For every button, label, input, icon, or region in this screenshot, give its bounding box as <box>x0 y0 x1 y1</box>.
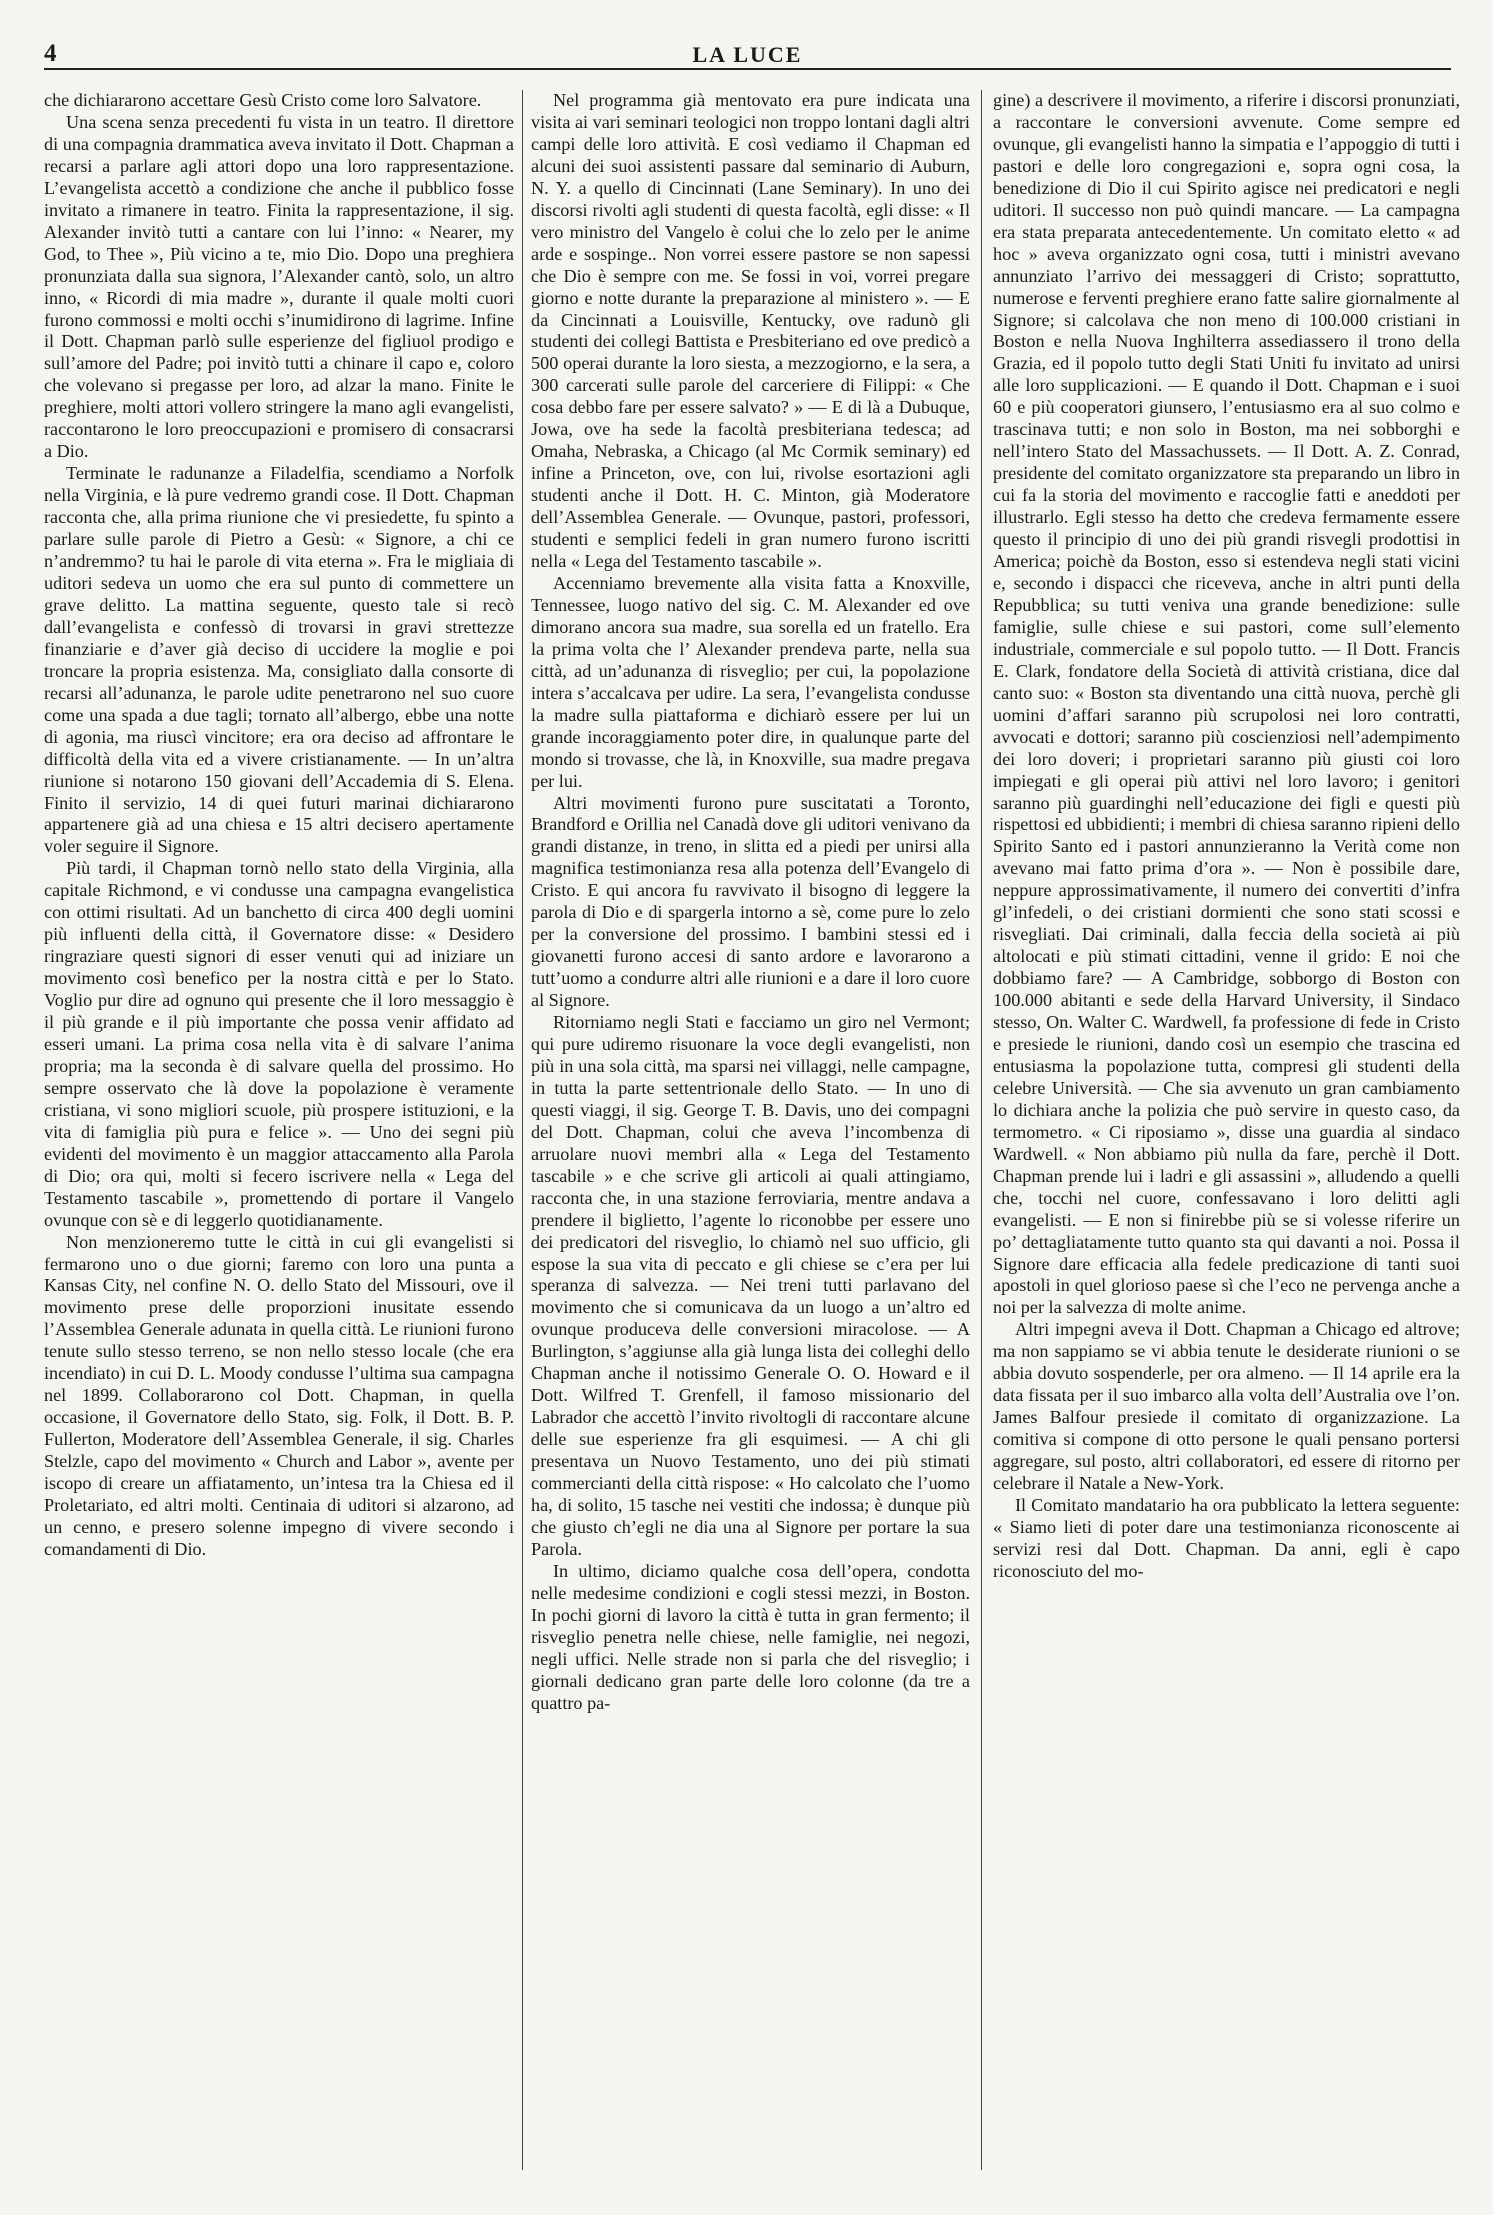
column-1 <box>44 90 514 2180</box>
paragraph: In ultimo, diciamo qualche cosa dell’opera, condotta nelle medesime condizioni e cogli stessi mezzi, in Boston. In pochi giorni di lavoro la città è tutta in gran fermento; il risveglio penetra nelle chiese, nelle famiglie, nei negozi, negli uffici. Nelle strade non si parla che del risveglio; i giornali dedicano gran parte delle loro colonne (da tre a quattro pa- <box>531 1560 970 1713</box>
paragraph: Più tardi, il Chapman tornò nello stato della Virginia, alla capitale Richmond, e vi condusse una campagna evangelistica con ottimi risultati. Ad un banchetto di circa 400 degli uomini più influenti della città, il Governatore disse: « Desidero ringraziare questi signori di esser venuti qui ad iniziare un movimento così benefico per la nostra città e per lo Stato. Voglio pur dire ad ognuno qui presente che il loro messaggio è il più grande e il più importante che possa venir affidato ad esseri umani. La prima cosa nella vita è di salvare l’anima propria; ma la seconda è di salvare quella del prossimo. Ho sempre osservato che là dove la popolazione è veramente cristiana, vi sono migliori scuole, più prospere istituzioni, e la vita di famiglia più pura e felice ». — Uno dei segni più evidenti del movimento è un maggior attaccamento alla Parola di Dio; ora qui, molti si fecero iscrivere nella « Lega del Testamento tascabile », promettendo di portare il Vangelo ovunque con sè e di leggerlo quotidianamente. <box>44 858 514 1230</box>
paragraph: Terminate le radunanze a Filadelfia, scendiamo a Norfolk nella Virginia, e là pure vedremo grandi cose. Il Dott. Chapman racconta che, alla prima riunione che vi presiedette, fu spinto a parlare sulle parole di Pietro a Gesù: « Signore, a chi ce n’andremmo? tu hai le parole di vita eterna ». Fra le migliaia di uditori sedeva un uomo che era sul punto di commettere un grave delitto. La mattina seguente, questo tale si recò dall’evangelista e confessò di trovarsi in gravi strettezze finanziarie e d’aver già deciso di uccidere la moglie e poi troncare la propria esistenza. Ma, consigliato dalla consorte di recarsi all’adunanza, le parole udite penetrarono nel suo cuore come una spada a due tagli; tornato all’albergo, ebbe una notte di agonia, ma riuscì vincitore; era ora deciso ad affrontare le difficoltà della vita ed a vivere cristianamente. — In un’altra riunione si notarono 150 giovani dell’Accademia di S. Elena. Finito il servizio, 14 di quei futuri marinai dichiararono appartenere già ad una chiesa e 15 altri decisero apertamente voler seguire il Signore. <box>44 463 514 857</box>
header-rule <box>44 68 1451 70</box>
column-divider <box>522 90 523 2170</box>
paragraph: Altri movimenti furono pure suscitatati a Toronto, Brandford e Orillia nel Canadà dove gli uditori venivano da grandi distanze, in treno, in slitta ed a piedi per unirsi alla magnifica testimonianza resa alla potenza dell’Evangelo di Cristo. E qui ancora fu ravvivato il bisogno di leggere la parola di Dio e di spargerla intorno a sè, come pure lo zelo per la conversione del prossimo. I bambini stessi ed i giovanetti furono accesi di santo ardore e lavorarono a tutt’uomo a condurre altri alle riunioni e a dare il loro cuore al Signore. <box>531 792 970 1011</box>
paragraph: Altri impegni aveva il Dott. Chapman a Chicago ed altrove; ma non sappiamo se vi abbia tenute le desiderate riunioni o se abbia dovuto sospenderle, per ora almeno. — Il 14 aprile era la data fissata per il suo imbarco alla volta dell’Australia ove l’on. James Balfour presiede il comitato di organizzazione. La comitiva si compone di otto persone le quali pensano portersi aggregare, sul posto, altri collaboratori, ed essere di ritorno per celebrare il Natale a New-York. <box>993 1319 1460 1494</box>
page-title: LA LUCE <box>692 42 803 67</box>
paragraph: che dichiararono accettare Gesù Cristo come loro Salvatore. <box>44 90 482 110</box>
column-2 <box>531 90 970 2180</box>
paragraph: Nel programma già mentovato era pure indicata una visita ai vari seminari teologici non troppo lontani dagli altri campi delle loro attività. E così vediamo il Chapman ed alcuni dei suoi assistenti passare dal seminario di Auburn, N. Y. a quello di Cincinnati (Lane Seminary). In uno dei discorsi rivolti agli studenti di questa facoltà, egli disse: « Il vero ministro del Vangelo è colui che lo zelo per le anime arde e sospinge.. Non vorrei essere pastore se non sapessi che Dio è sempre con me. Se fossi in voi, vorrei pregare giorno e notte durante la preparazione al ministero ». — E da Cincinnati a Louisville, Kentucky, ove radunò gli studenti dei collegi Battista e Presbiteriano ed ove predicò a 500 operai durante la loro siesta, a mezzogiorno, e la sera, a 300 carcerati sulle parole del carceriere di Filippi: « Che cosa debbo fare per essere salvato? » — E di là a Dubuque, Jowa, ove ha sede la facoltà presbiteriana tedesca; ad Omaha, Nebraska, a Chicago (al Mc Cormik seminary) ed infine a Princeton, ove, con lui, rivolse esortazioni agli studenti anche il Dott. H. C. Minton, già Moderatore dell’Assemblea Generale. — Ovunque, pastori, professori, studenti e semplici fedeli in gran numero furono iscritti nella « Lega del Testamento tascabile ». <box>531 90 970 572</box>
paragraph: Non menzioneremo tutte le città in cui gli evangelisti si fermarono uno o due giorni; faremo con loro una punta a Kansas City, nel confine N. O. dello Stato del Missouri, ove il movimento prese delle proporzioni inusitate essendo l’Assemblea Generale adunata in quella città. Le riunioni furono tenute sullo stesso terreno, se non nello stesso locale (che era incendiato) in cui D. L. Moody condusse l’ultima sua campagna nel 1899. Collaborarono col Dott. Chapman, in quella occasione, il Governatore dello Stato, sig. Folk, il Dott. B. P. Fullerton, Moderatore dell’Assemblea Generale, il sig. Charles Stelzle, capo del movimento « Church and Labor », avente per iscopo di creare un affiatamento, un’intesa tra la Chiesa ed il Proletariato, ed altri molti. Centinaia di uditori si alzarono, ad un cenno, e presero solenne impegno di vivere secondo i comandamenti di Dio. <box>44 1231 514 1559</box>
page-number: 4 <box>44 40 57 67</box>
column-divider <box>981 90 982 2170</box>
paragraph: Il Comitato mandatario ha ora pubblicato la lettera seguente: « Siamo lieti di poter dare una testimonianza riconoscente ai servizi resi dal Dott. Chapman. Da anni, egli è capo riconosciuto del mo- <box>993 1495 1460 1581</box>
paragraph: Ritorniamo negli Stati e facciamo un giro nel Vermont; qui pure udiremo risuonare la voce degli evangelisti, non più in una sola città, ma sparsi nei villaggi, nelle campagne, in tutta la parte settentrionale dello Stato. — In uno di questi viaggi, il sig. George T. B. Davis, uno dei compagni del Dott. Chapman, colui che aveva l’incombenza di arruolare nuovi membri alla « Lega del Testamento tascabile » e che scrive gli articoli ai quali attingiamo, racconta che, in una stazione ferroviaria, mentre andava a prendere il biglietto, l’agente lo riconobbe per essere uno dei predicatori del risveglio, lo chiamò nel suo ufficio, gli espose la sua vita di peccato e gli chiese se c’era per lui speranza di salvezza. — Nei treni tutti parlavano del movimento che si comunicava da un luogo a un’altro ed ovunque produceva delle conversioni miracolose. — A Burlington, s’aggiunse alla già lunga lista dei colleghi dello Chapman anche il notissimo Generale O. O. Howard e il Dott. Wilfred T. Grenfell, il famoso missionario del Labrador che accettò l’invito rivoltogli di raccontare alcune delle sue esperienze fra gli esquimesi. — A chi gli presentava un Nuovo Testamento, uno dei più stimati commercianti della città rispose: « Ho calcolato che l’uomo ha, di solito, 15 tasche nei vestiti che indossa; è dunque più che giusto ch’egli ne dia una al Signore per portare la sua Parola. <box>531 1012 970 1559</box>
paragraph: gine) a descrivere il movimento, a riferire i discorsi pronunziati, a raccontare le conversioni avvenute. Come sempre ed ovunque, gli evangelisti hanno la simpatia e l’appoggio di tutti i pastori e delle loro congregazioni e, sopra ogni cosa, la benedizione di Dio il cui Spirito agisce nei predicatori e negli uditori. Il successo non può quindi mancare. — La campagna era stata preparata antecedentemente. Un comitato eletto « ad hoc » aveva organizzato ogni cosa, tutti i ministri avevano annunziato l’arrivo dei messaggeri di Cristo; soprattutto, numerose e ferventi preghiere erano fatte salire giornalmente al Signore; si calcolava che non meno di 100.000 cristiani in Boston e nella Nuova Inghilterra assediassero il trono della Grazia, ed il popolo tutto degli Stati Uniti fu invitato ad unirsi alle loro supplicazioni. — E quando il Dott. Chapman e i suoi 60 e più cooperatori giunsero, l’entusiasmo era al suo colmo e trascinava tutti; e non solo in Boston, ma nei sobborghi e nell’intero Stato del Massachussets. — Il Dott. A. Z. Conrad, presidente del comitato organizzatore sta preparando un libro in cui fa la storia del movimento e raccoglie fatti e aneddoti per illustrarlo. Egli stesso ha detto che credeva fermamente essere questo il principio di uno dei più grandi risvegli prodottisi in America; poichè da Boston, esso si estendeva negli stati vicini e, secondo i dispacci che riceveva, anche in altri punti della Repubblica; su tutti veniva una grande benedizione: sulle famiglie, sulle chiese e sui pastori, come sull’elemento industriale, commerciale e sul popolo tutto. — Il Dott. Francis E. Clark, fondatore della Società di attività cristiana, dice dal canto suo: « Boston sta diventando una città nuova, perchè gli uomini d’affari saranno più scrupolosi nei loro contratti, avvocati e dottori; saranno più coscienziosi nell’adempimento dei loro doveri; i proprietari saranno più giusti coi loro impiegati e gli operai più attivi nel loro lavoro; i genitori saranno più guardinghi nell’educazione dei figli e questi più rispettosi ed ubbidienti; i membri di chiesa saranno ripieni dello Spirito Santo ed i pastori annunzieranno la Verità come non avevano mai fatto prima d’ora ». — Non è possibile dare, neppure approssimativamente, il numero dei convertiti d’infra gl’infedeli, o dei cristiani dormienti che sono stati scossi e risvegliati. Dai criminali, dalla feccia della società ai più altolocati e più stimati cittadini, venne il grido: E noi che dobbiamo fare? — A Cambridge, sobborgo di Boston con 100.000 abitanti e sede della Harvard University, il Sindaco stesso, On. Walter C. Wardwell, fa professione di fede in Cristo e presiede le riunioni, dando così un esempio che trascina ed entusiasma la popolazione tutta, compresi gli studenti della celebre Università. — Che sia avvenuto un gran cambiamento lo dichiara anche la polizia che può servire in questo caso, da termometro. « Ci riposiamo », disse una guardia al sindaco Wardwell. « Non abbiamo più nulla da fare, perchè il Dott. Chapman prende lui i ladri e gli assassini », alludendo a quelli che, tocchi nel cuore, confessavano i loro delitti agli evangelisti. — E non si finirebbe più se si volesse riferire un po’ dettagliatamente tutto quanto sta qui davanti a noi. Possa il Signore dare efficacia alla fedele predicazione di tanti suoi apostoli in quel glorioso paese sì che l’eco ne pervenga anche a noi per la salvezza di molte anime. <box>993 90 1460 1318</box>
column-3 <box>993 90 1460 2180</box>
page-header <box>44 40 1451 66</box>
paragraph: Una scena senza precedenti fu vista in un teatro. Il direttore di una compagnia drammatica aveva invitato il Dott. Chapman a recarsi a parlare agli attori dopo una loro rappresentazione. L’evangelista accettò a condizione che anche il pubblico fosse invitato a rimanere in teatro. Finita la rappresentazione, il sig. Alexander invitò tutti a cantare con lui l’inno: « Nearer, my God, to Thee », Più vicino a te, mio Dio. Dopo una preghiera pronunziata dalla sua signora, l’Alexander cantò, solo, un altro inno, « Ricordi di mia madre », durante il quale molti cuori furono commossi e molti occhi s’inumidirono di lagrime. Infine il Dott. Chapman parlò sulle esperienze del figliuol prodigo e sull’amore del Padre; poi invitò tutti a chinare il capo e, coloro che volevano si pregasse per loro, ad alzar la mano. Finite le preghiere, molti attori vollero stringere la mano agli evangelisti, raccontarono le loro preoccupazioni e promisero di consacrarsi a Dio. <box>44 111 514 462</box>
paragraph: Accenniamo brevemente alla visita fatta a Knoxville, Tennessee, luogo nativo del sig. C. M. Alexander ed ove dimorano ancora sua madre, sua sorella ed un fratello. Era la prima volta che l’ Alexander prendeva parte, nella sua città, ad un’adunanza di risveglio; per cui, la popolazione intera s’accalcava per udire. La sera, l’evangelista condusse la madre sulla piattaforma e dichiarò essere per lui un grande incoraggiamento poter dire, in qualunque parte del mondo si trovasse, che là, in Knoxville, sua madre pregava per lui. <box>531 572 970 791</box>
